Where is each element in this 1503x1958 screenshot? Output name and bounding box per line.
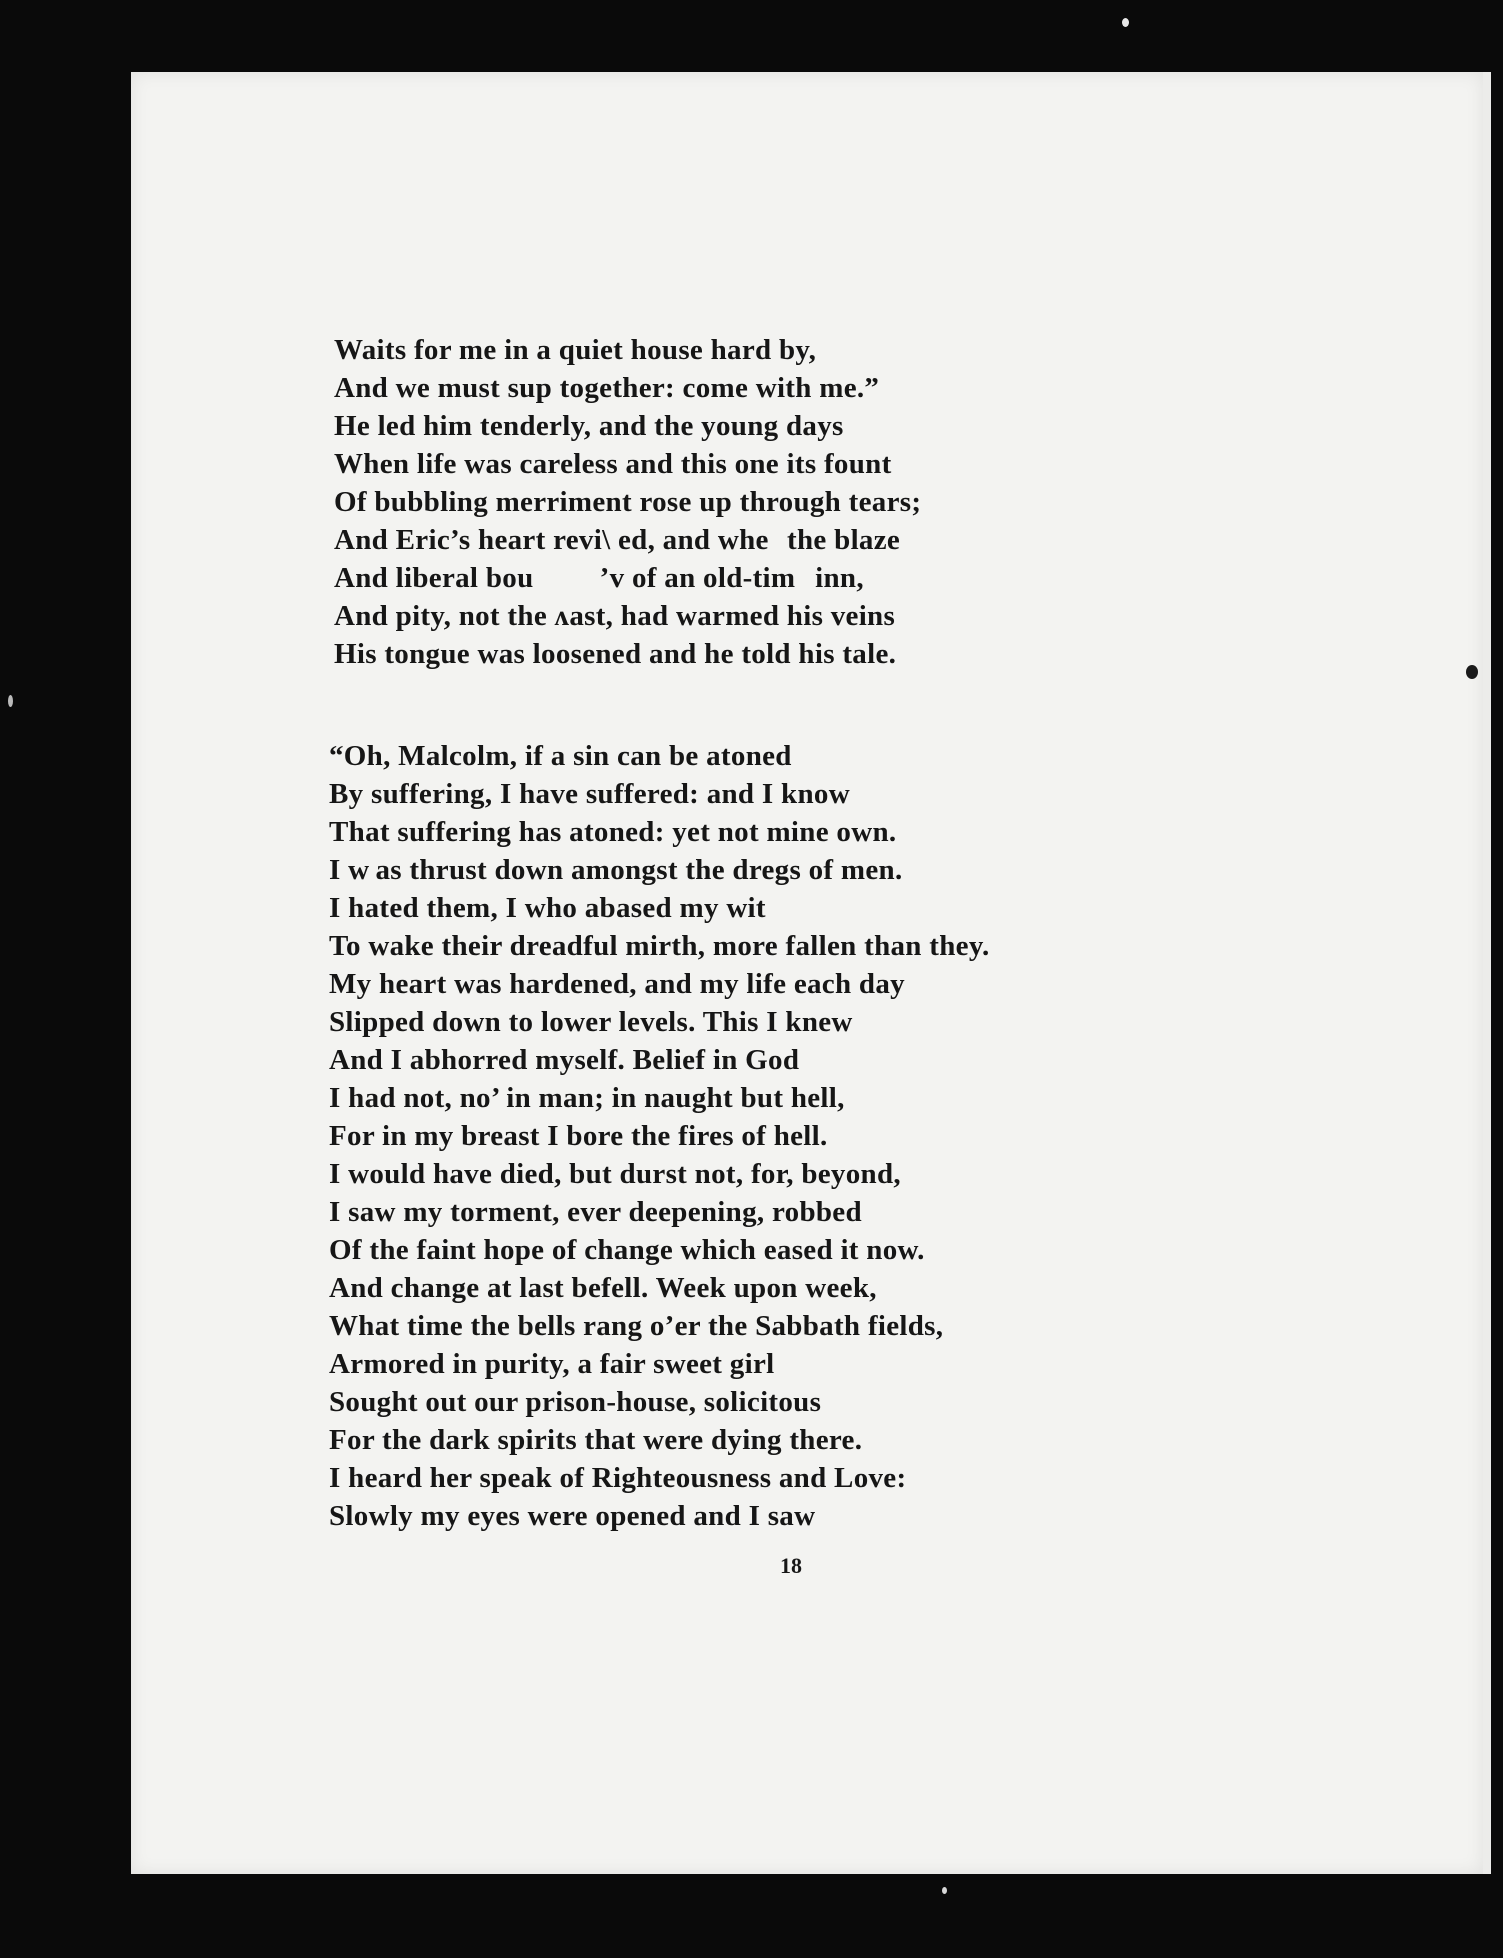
verse-line: “Oh, Malcolm, if a sin can be atoned (329, 740, 792, 772)
verse-line: My heart was hardened, and my life each day (329, 968, 905, 1000)
verse-line: And we must sup together: come with me.” (334, 372, 880, 404)
scan-speck (1466, 665, 1478, 679)
verse-line: And change at last befell. Week upon week, (329, 1272, 877, 1304)
verse-line: To wake their dreadful mirth, more fallen than they. (329, 930, 990, 962)
verse-line: For the dark spirits that were dying there. (329, 1424, 863, 1456)
scan-speck (8, 695, 13, 707)
verse-line: And Eric’s heart revi\ ed, and whe the blaze (334, 524, 901, 556)
page-number: 18 (780, 1553, 802, 1578)
verse-line: Of bubbling merriment rose up through tears; (334, 486, 922, 518)
verse-line: When life was careless and this one its fount (334, 448, 892, 480)
verse-line: He led him tenderly, and the young days (334, 410, 844, 442)
stanza-1 (334, 331, 921, 673)
verse-line: Armored in purity, a fair sweet girl (329, 1348, 775, 1380)
verse-line: And liberal bou ’v of an old-tim inn, (334, 562, 864, 594)
verse-line: I heard her speak of Righteousness and Love: (329, 1462, 907, 1494)
verse-line: And pity, not the ʌast, had warmed his veins (334, 600, 896, 632)
scan-speck (1122, 18, 1129, 27)
verse-line: Slowly my eyes were opened and I saw (329, 1500, 816, 1532)
stanza-2 (329, 737, 990, 1535)
verse-line: I w as thrust down amongst the dregs of men. (329, 854, 903, 886)
verse-line: Slipped down to lower levels. This I knew (329, 1006, 853, 1038)
verse-line: I saw my torment, ever deepening, robbed (329, 1196, 862, 1228)
verse-line: And I abhorred myself. Belief in God (329, 1044, 800, 1076)
verse-line: I had not, no’ in man; in naught but hell, (329, 1082, 845, 1114)
verse-line: I would have died, but durst not, for, beyond, (329, 1158, 901, 1190)
verse-line: Waits for me in a quiet house hard by, (334, 334, 817, 366)
verse-line: I hated them, I who abased my wit (329, 892, 766, 924)
verse-line: For in my breast I bore the fires of hell. (329, 1120, 828, 1152)
verse-line: Sought out our prison-house, solicitous (329, 1386, 822, 1418)
verse-line: Of the faint hope of change which eased it now. (329, 1234, 925, 1266)
verse-line: By suffering, I have suffered: and I know (329, 778, 850, 810)
scan-speck (942, 1887, 947, 1894)
verse-line: That suffering has atoned: yet not mine own. (329, 816, 897, 848)
verse-line: His tongue was loosened and he told his tale. (334, 638, 897, 670)
verse-line: What time the bells rang o’er the Sabbath fields, (329, 1310, 944, 1342)
